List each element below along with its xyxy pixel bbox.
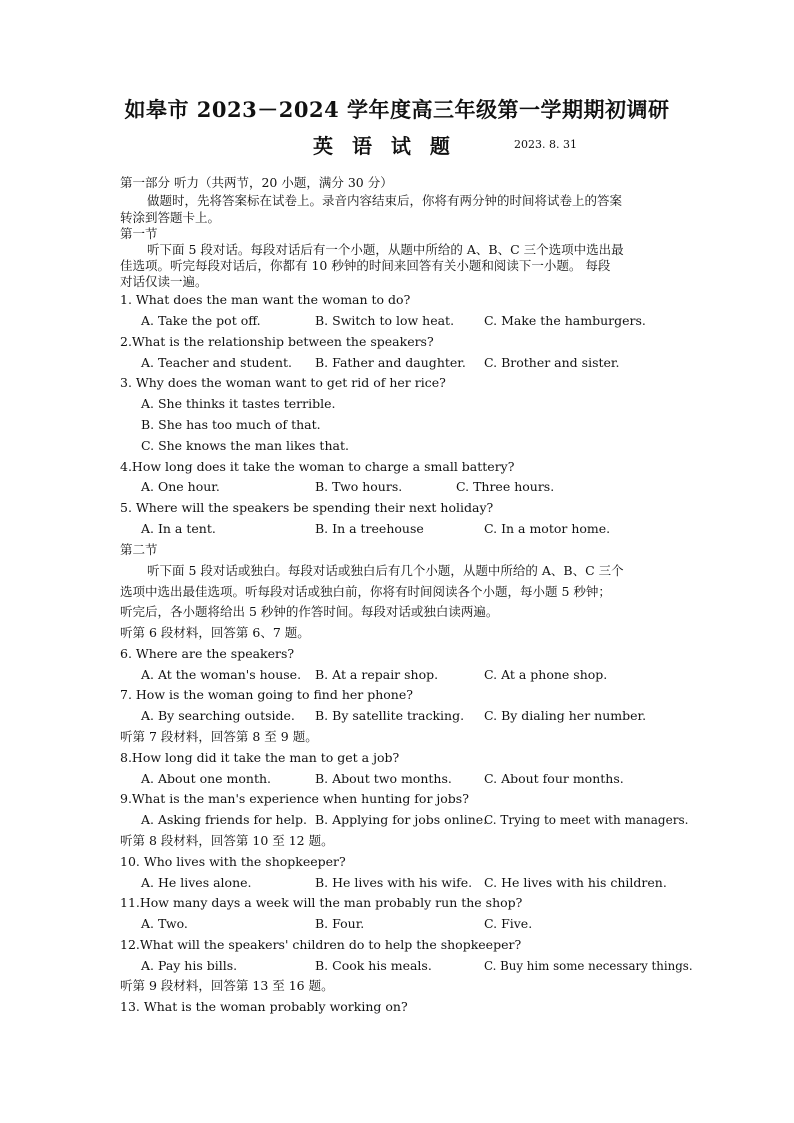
section1-directions-line2: 佳选项。听完每段对话后，你都有 10 秒钟的时间来回答有关小题和阅读下一小题。 每段 (120, 258, 611, 273)
section1-heading: 第一节 (120, 226, 158, 241)
question-stem: 6. Where are the speakers? (120, 646, 295, 661)
option-c: C. Three hours. (456, 479, 555, 494)
option-c: C. Trying to meet with managers. (484, 813, 689, 827)
option-c: C. At a phone shop. (484, 667, 608, 682)
question-stem: 2.What is the relationship between the speakers? (120, 334, 434, 349)
material-heading: 听第 9 段材料，回答第 13 至 16 题。 (120, 978, 334, 993)
section2-directions-line1: 听下面 5 段对话或独白。每段对话或独白后有几个小题，从题中所给的 A、B、C 三个 (147, 563, 624, 578)
section1-directions-line3: 对话仅读一遍。 (120, 274, 208, 289)
option-a: A. About one month. (141, 771, 271, 786)
option-b: B. About two months. (315, 771, 452, 786)
option-c: C. She knows the man likes that. (141, 438, 349, 453)
option-a: A. Pay his bills. (141, 958, 238, 973)
option-a: A. Asking friends for help. (141, 812, 307, 827)
option-a: A. One hour. (141, 479, 220, 494)
option-a: A. He lives alone. (141, 875, 252, 890)
option-c: C. In a motor home. (484, 521, 611, 536)
option-b: B. He lives with his wife. (315, 875, 473, 890)
exam-title: 如皋市 2023－2024 学年度高三年级第一学期期初调研 (124, 97, 670, 122)
option-b: B. In a treehouse (315, 521, 424, 536)
part1-instruction-line2: 转涂到答题卡上。 (120, 210, 221, 225)
material-heading: 听第 6 段材料，回答第 6、7 题。 (120, 625, 310, 640)
option-c: C. Five. (484, 916, 533, 931)
section1-directions-line1: 听下面 5 段对话。每段对话后有一个小题，从题中所给的 A、B、C 三个选项中选出最 (147, 242, 624, 257)
option-b: B. Two hours. (315, 479, 403, 494)
section2-heading: 第二节 (120, 542, 158, 557)
question-stem: 12.What will the speakers' children do to help the shopkeeper? (120, 937, 522, 952)
question-stem: 3. Why does the woman want to get rid of her rice? (120, 375, 446, 390)
question-stem: 5. Where will the speakers be spending their next holiday? (120, 500, 494, 515)
option-a: A. In a tent. (141, 521, 216, 536)
question-stem: 13. What is the woman probably working on? (120, 999, 408, 1014)
option-c: C. About four months. (484, 771, 624, 786)
question-stem: 1. What does the man want the woman to do? (120, 292, 411, 307)
section2-directions-line2: 选项中选出最佳选项。听每段对话或独白前，你将有时间阅读各个小题，每小题 5 秒钟； (120, 584, 611, 599)
option-a: A. By searching outside. (141, 708, 295, 723)
material-heading: 听第 7 段材料，回答第 8 至 9 题。 (120, 729, 318, 744)
material-heading: 听第 8 段材料，回答第 10 至 12 题。 (120, 833, 334, 848)
question-stem: 8.How long did it take the man to get a job? (120, 750, 400, 765)
option-c: C. Make the hamburgers. (484, 313, 646, 328)
option-b: B. Father and daughter. (315, 355, 466, 370)
exam-date: 2023. 8. 31 (514, 138, 577, 151)
option-a: A. Take the pot off. (141, 313, 261, 328)
option-c: C. Brother and sister. (484, 355, 620, 370)
option-b: B. At a repair shop. (315, 667, 439, 682)
option-b: B. Cook his meals. (315, 958, 432, 973)
option-a: A. Two. (141, 916, 188, 931)
option-b: B. By satellite tracking. (315, 708, 465, 723)
option-c: C. He lives with his children. (484, 875, 667, 890)
option-c: C. By dialing her number. (484, 708, 647, 723)
option-a: A. She thinks it tastes terrible. (141, 396, 336, 411)
section2-directions-line3: 听完后，各小题将给出 5 秒钟的作答时间。每段对话或独白读两遍。 (120, 604, 499, 619)
option-c: C. Buy him some necessary things. (484, 959, 693, 973)
option-b: B. Switch to low heat. (315, 313, 455, 328)
exam-subject: 英 语 试 题 (313, 134, 456, 158)
part1-instruction-line1: 做题时，先将答案标在试卷上。录音内容结束后，你将有两分钟的时间将试卷上的答案 (147, 193, 623, 208)
question-stem: 9.What is the man's experience when hunting for jobs? (120, 791, 469, 806)
part1-heading: 第一部分 听力（共两节，20 小题，满分 30 分） (120, 175, 393, 190)
question-stem: 7. How is the woman going to find her phone? (120, 687, 413, 702)
question-stem: 11.How many days a week will the man probably run the shop? (120, 895, 523, 910)
question-stem: 4.How long does it take the woman to charge a small battery? (120, 459, 515, 474)
option-b: B. She has too much of that. (141, 417, 321, 432)
option-b: B. Applying for jobs online. (315, 812, 488, 827)
option-a: A. At the woman's house. (141, 667, 302, 682)
question-stem: 10. Who lives with the shopkeeper? (120, 854, 346, 869)
option-b: B. Four. (315, 916, 365, 931)
option-a: A. Teacher and student. (141, 355, 293, 370)
